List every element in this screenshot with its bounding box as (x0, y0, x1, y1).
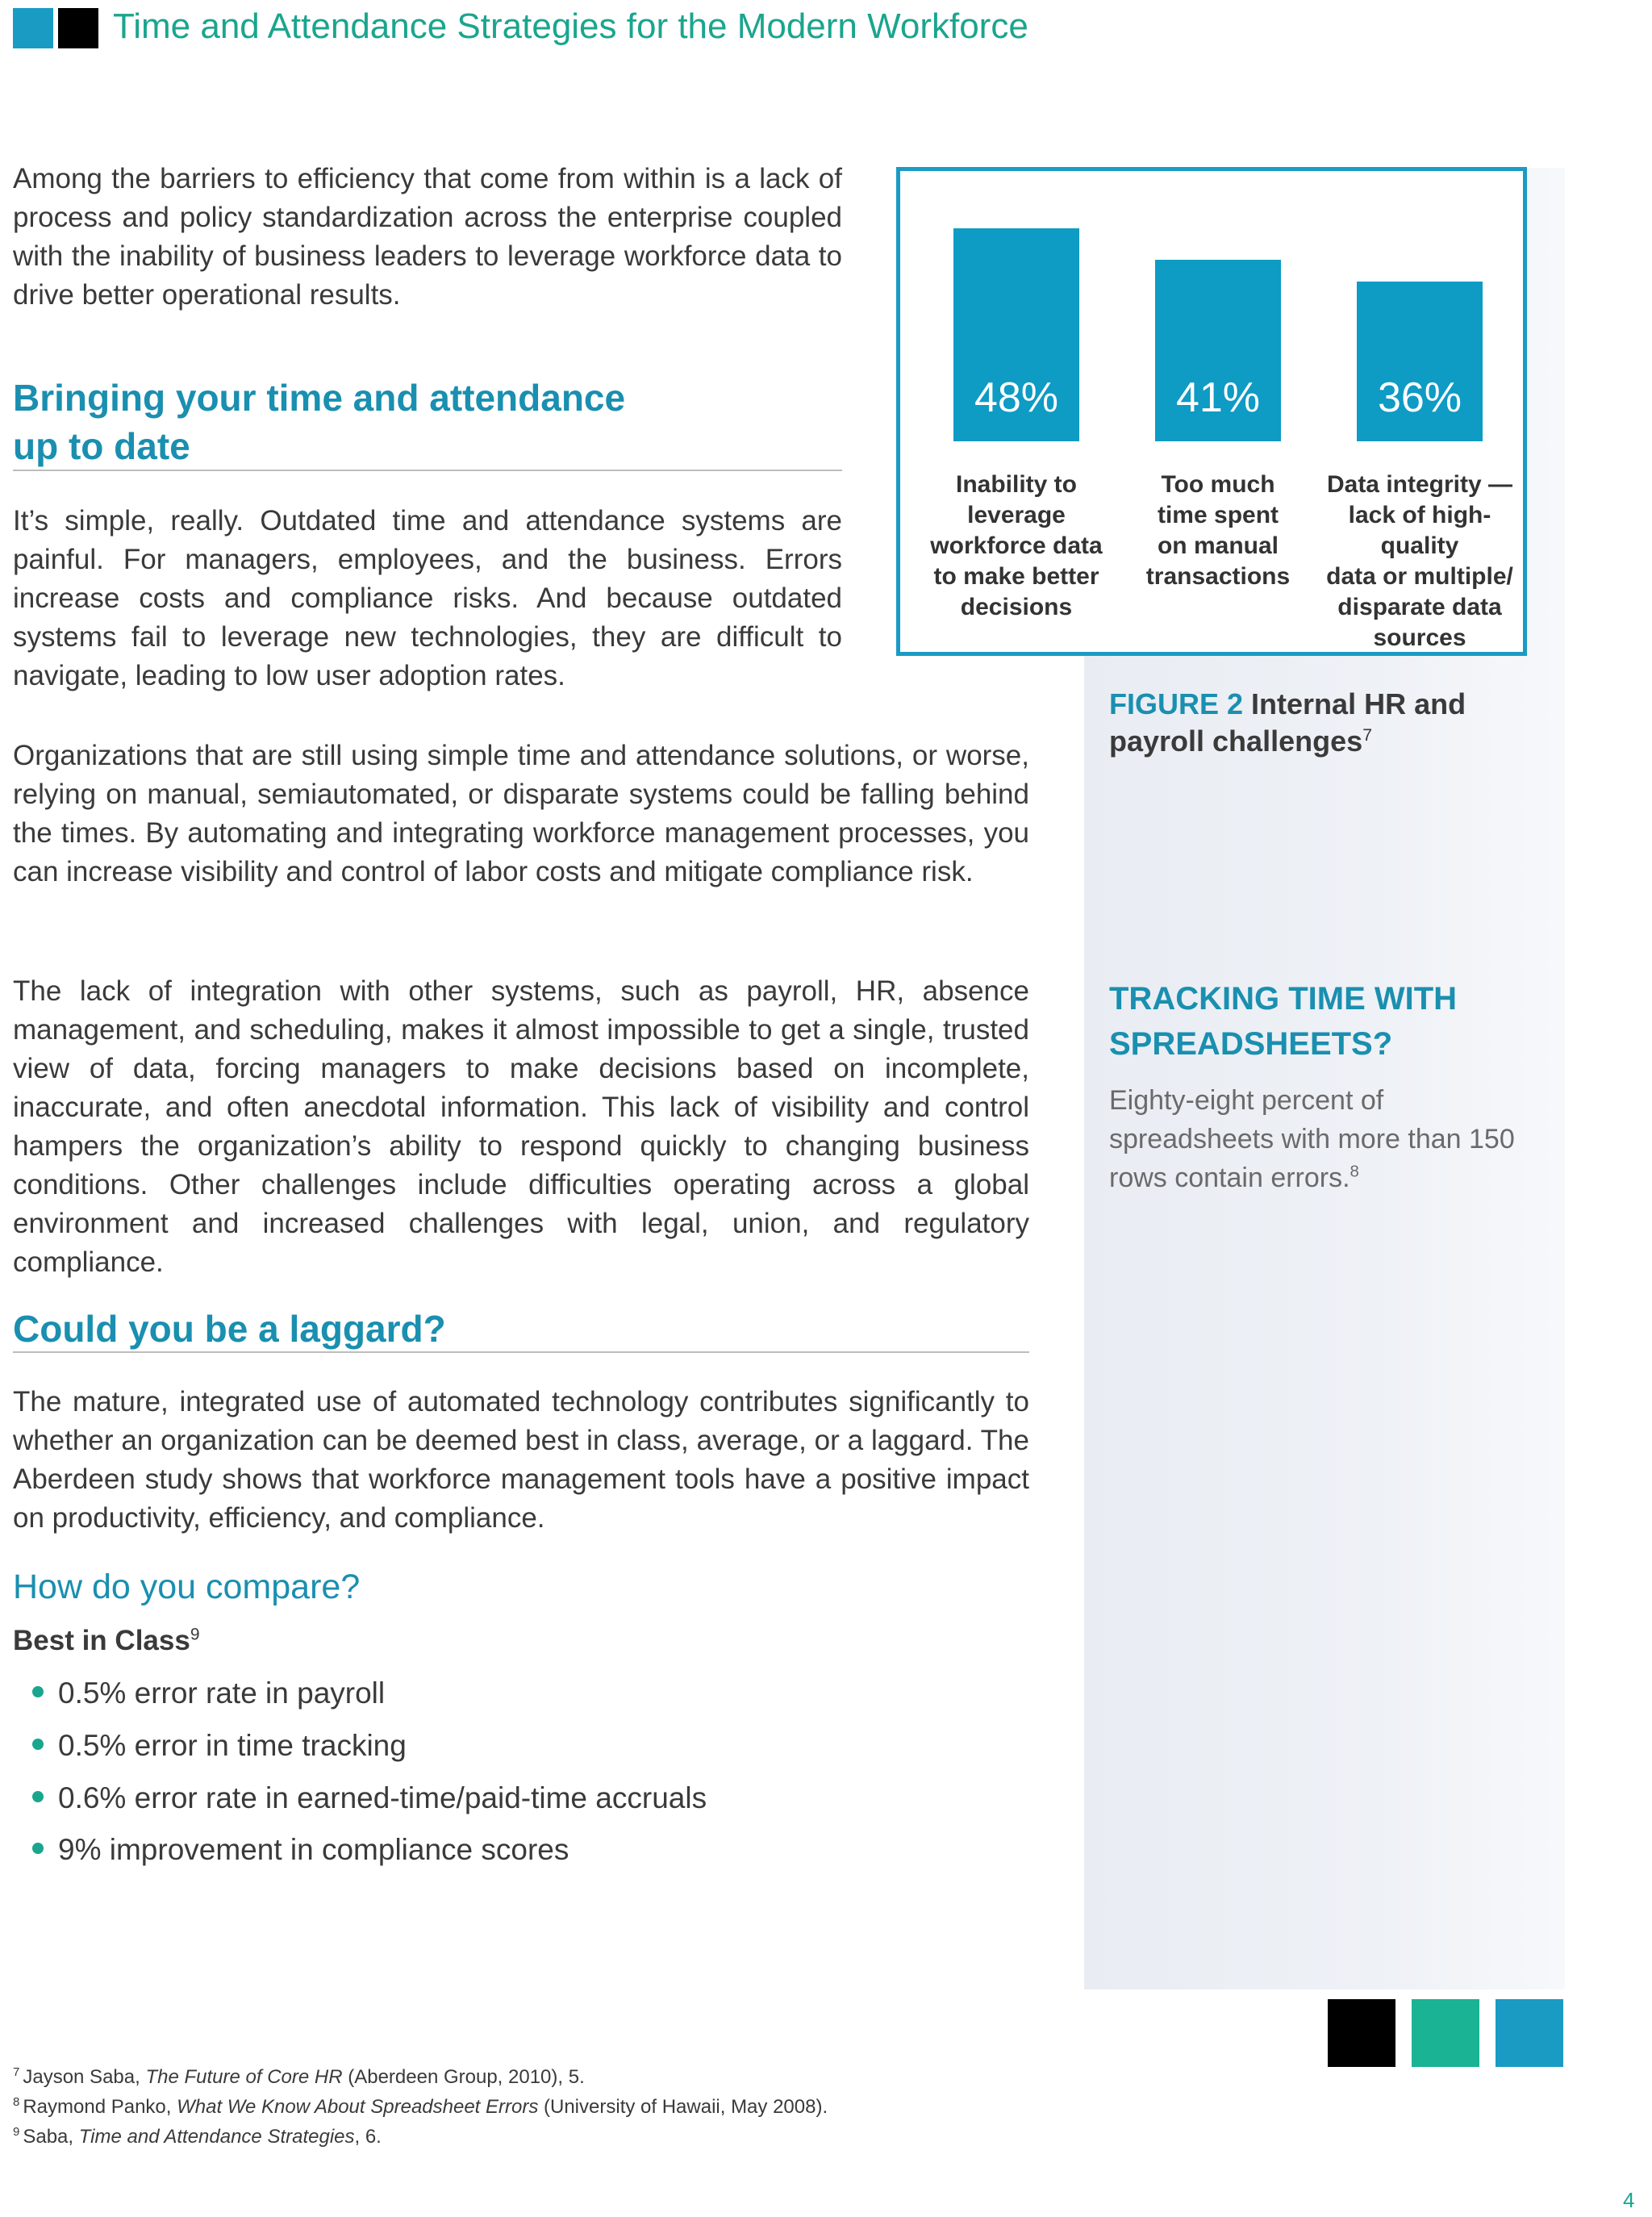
bullet-icon (32, 1686, 44, 1697)
header-square-black (58, 8, 98, 48)
best-in-class-footnote-ref: 9 (190, 1625, 200, 1644)
sidebar-body-text: Eighty-eight percent of spreadsheets with more than 150 rows contain errors. (1109, 1085, 1515, 1193)
section1-paragraph3: The lack of integration with other systems, such as payroll, HR, absence management, and scheduling, makes it almost impossible to get a single, trusted view of data, forcing managers to make decisions based on incomplete, inaccurate, and often anecdotal information. This lack of visibility and control hampers the organization’s ability to respond quickly to changing business conditions. Other challenges include difficulties operating across a global environment and increased challenges with legal, union, and regulatory compliance. (13, 975, 1029, 1278)
chart-category-line: disparate data (1337, 594, 1502, 620)
footnote-title: What We Know About Spreadsheet Errors (177, 2096, 539, 2118)
chart-category-line: Data integrity — (1326, 471, 1513, 498)
chart-category-label (907, 470, 1125, 623)
footnote-text: , 6. (354, 2126, 382, 2148)
list-item (32, 1676, 385, 1710)
intro-paragraph: Among the barriers to efficiency that come from within is a lack of process and policy standardization across the enterprise coupled with the inability of business leaders to leverage workforce data to drive better operational results. (13, 163, 842, 311)
bullet-icon (32, 1843, 44, 1854)
bullet-icon (32, 1791, 44, 1802)
list-item-text: 0.5% error in time tracking (58, 1729, 407, 1762)
list-item (32, 1729, 407, 1763)
footnote-text: Saba, (23, 2126, 79, 2148)
list-item-text: 0.5% error rate in payroll (58, 1676, 386, 1710)
figure-footnote-ref: 7 (1362, 724, 1373, 745)
chart-category-line: decisions (960, 594, 1073, 620)
figure-label: FIGURE 2 (1109, 687, 1244, 720)
footnote-number: 8 (13, 2095, 20, 2109)
list-item-text: 9% improvement in compliance scores (58, 1833, 569, 1866)
sidebar-heading (1109, 976, 1529, 1067)
decor-square-blue (1496, 1999, 1563, 2067)
chart-category-line: transactions (1145, 563, 1291, 590)
sidebar-heading-line1: TRACKING TIME WITH (1109, 981, 1458, 1017)
chart-category-line: to make better (933, 563, 1099, 590)
page-header-title: Time and Attendance Strategies for the Modern Workforce (113, 6, 1028, 46)
best-in-class-label: Best in Class (13, 1625, 190, 1656)
chart-category-line: lack of high-quality (1348, 502, 1491, 559)
chart-category-label (1109, 470, 1327, 592)
chart-value-label: 41% (1175, 374, 1261, 421)
list-item (32, 1781, 707, 1815)
chart-category-line: data or multiple/ (1326, 563, 1513, 590)
list-item (32, 1833, 569, 1867)
footnote-text: Jayson Saba, (23, 2066, 146, 2088)
footnote-item (13, 2125, 382, 2148)
footnote-title: Time and Attendance Strategies (78, 2126, 355, 2148)
chart-value-label: 36% (1377, 374, 1462, 421)
section1-paragraph1: It’s simple, really. Outdated time and attendance systems are painful. For managers, employees, and the business. Errors increase costs and compliance risks. And because outdated systems fail to leverage new technologies, they are difficult to navigate, leading to low user adoption rates. (13, 505, 842, 691)
sidebar-footnote-ref: 8 (1350, 1163, 1359, 1181)
chart-category-line: on manual (1157, 532, 1279, 559)
section-divider-2 (13, 1351, 1029, 1353)
chart-value-label: 48% (974, 374, 1059, 421)
footnote-title: The Future of Core HR (145, 2066, 343, 2088)
section-heading-line2: up to date (13, 425, 190, 467)
footnote-text: Raymond Panko, (23, 2096, 177, 2118)
chart-category-line: Too much (1161, 471, 1275, 498)
footnote-text: (Aberdeen Group, 2010), 5. (342, 2066, 585, 2088)
compare-subheading: How do you compare? (13, 1568, 361, 1606)
section-heading-bringing (13, 374, 852, 470)
bullet-icon (32, 1739, 44, 1750)
chart-category-label (1311, 470, 1529, 653)
chart-category-line: Inability to leverage (956, 471, 1077, 528)
best-in-class-title (13, 1625, 200, 1657)
footnote-item (13, 2065, 585, 2089)
footnote-text: (University of Hawaii, May 2008). (538, 2096, 828, 2118)
section-divider-1 (13, 470, 842, 471)
section-heading-laggard: Could you be a laggard? (13, 1308, 446, 1350)
figure-caption (1109, 686, 1529, 760)
page-number: 4 (1623, 2188, 1635, 2212)
footnote-number: 9 (13, 2125, 20, 2139)
section-heading-line1: Bringing your time and attendance (13, 377, 626, 419)
section1-paragraph2: Organizations that are still using simple time and attendance solutions, or worse, relying on manual, semiautomated, or disparate systems could be falling behind the times. By automating and integrating workforce management processes, you can increase visibility and control of labor costs and mitigate compliance risk. (13, 740, 1029, 887)
sidebar-heading-line2: SPREADSHEETS? (1109, 1026, 1393, 1062)
sidebar-body (1109, 1081, 1529, 1197)
chart-category-line: sources (1373, 624, 1466, 651)
figure-caption-text: Internal HR and payroll challenges (1109, 687, 1466, 758)
footnote-number: 7 (13, 2065, 20, 2079)
chart-category-line: time spent (1157, 502, 1279, 528)
header-square-blue (13, 8, 53, 48)
figure-2-chart (896, 167, 1527, 656)
decor-square-green (1412, 1999, 1479, 2067)
section2-paragraph: The mature, integrated use of automated technology contributes significantly to whether an organization can be deemed best in class, average, or a laggard. The Aberdeen study shows that workforce management tools have a positive impact on productivity, efficiency, and compliance. (13, 1386, 1029, 1534)
footnote-item (13, 2095, 828, 2119)
chart-category-line: workforce data (930, 532, 1103, 559)
list-item-text: 0.6% error rate in earned-time/paid-time accruals (58, 1781, 707, 1814)
decor-square-black (1328, 1999, 1395, 2067)
